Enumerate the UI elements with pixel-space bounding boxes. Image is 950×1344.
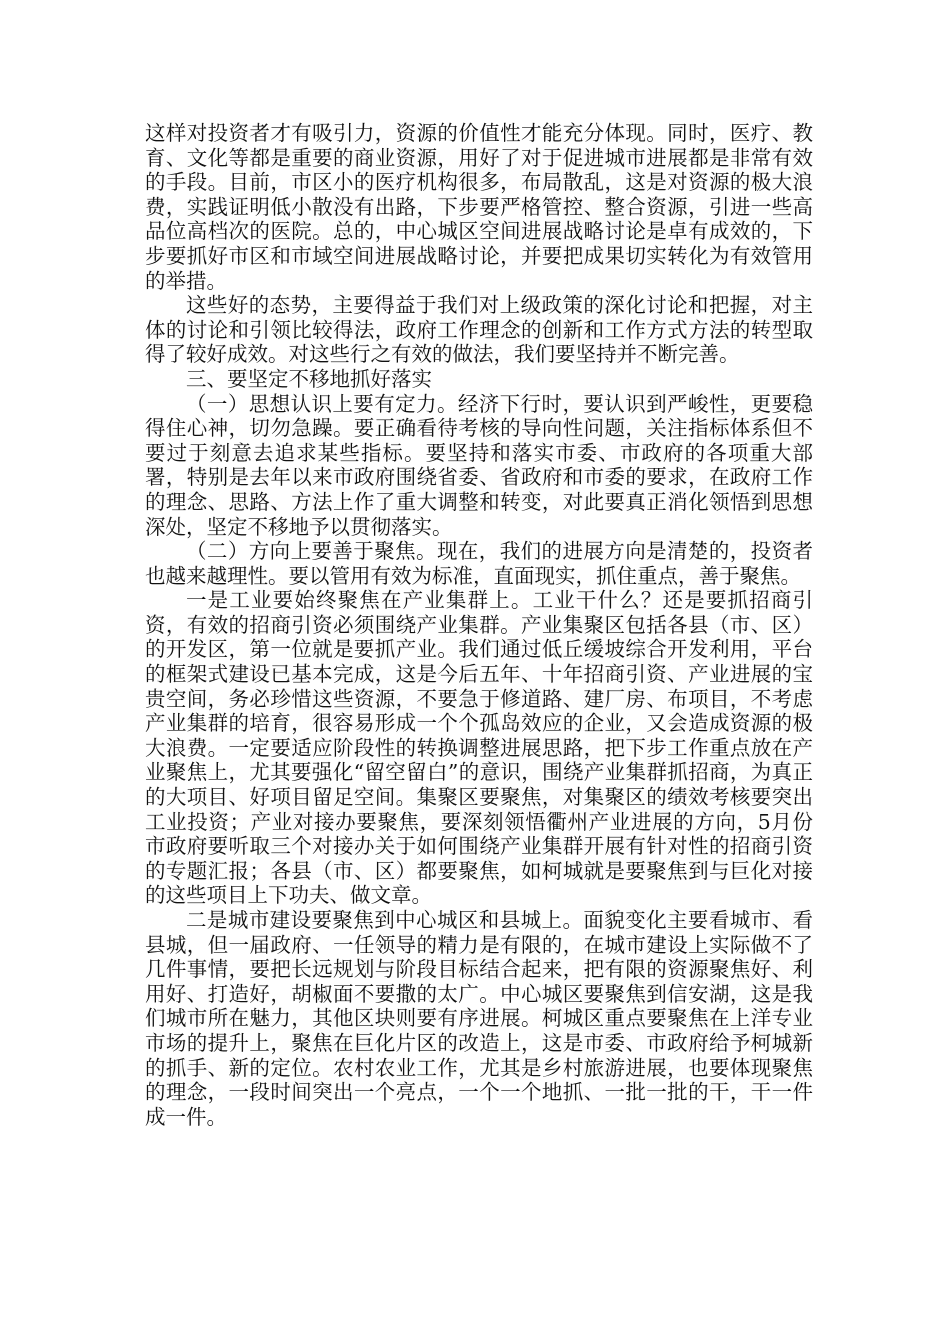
paragraph-summary: 这些好的态势，主要得益于我们对上级政策的深化讨论和把握，对主体的讨论和引领比较得法，政府工作理念的创新和工作方式方法的转型取得了较好成效。对这些行之有效的做法，我们要坚持并不断完善。 xyxy=(145,293,813,367)
paragraph-subsection-2: （二）方向上要善于聚焦。现在，我们的进展方向是清楚的，投资者也越来越理性。要以管用有效为标准，直面现实，抓住重点，善于聚焦。 xyxy=(145,539,813,588)
document-body xyxy=(145,121,813,1129)
paragraph-urban-focus: 二是城市建设要聚焦到中心城区和县城上。面貌变化主要看城市、看县城，但一届政府、一任领导的精力是有限的，在城市建设上实际做不了几件事情，要把长远规划与阶段目标结合起来，把有限的资源聚焦好、利用好、打造好，胡椒面不要撒的太广。中心城区要聚焦到信安湖，这是我们城市所在魅力，其他区块则要有序进展。柯城区重点要聚焦在上洋专业市场的提升上，聚焦在巨化片区的改造上，这是市委、市政府给予柯城新的抓手、新的定位。农村农业工作，尤其是乡村旅游进展，也要体现聚焦的理念，一段时间突出一个亮点，一个一个地抓、一批一批的干，干一件成一件。 xyxy=(145,908,813,1129)
section-heading: 三、要坚定不移地抓好落实 xyxy=(186,366,432,391)
paragraph-subsection-1: （一）思想认识上要有定力。经济下行时，要认识到严峻性，更要稳得住心神，切勿急躁。要正确看待考核的导向性问题，关注指标体系但不要过于刻意去追求某些指标。要坚持和落实市委、市政府的各项重大部署，特别是去年以来市政府围绕省委、省政府和市委的要求，在政府工作的理念、思路、方法上作了重大调整和转变，对此要真正消化领悟到思想深处，坚定不移地予以贯彻落实。 xyxy=(145,391,813,539)
paragraph-continuation: 这样对投资者才有吸引力，资源的价值性才能充分体现。同时，医疗、教育、文化等都是重要的商业资源，用好了对于促进城市进展都是非常有效的手段。目前，市区小的医疗机构很多，布局散乱，这是对资源的极大浪费，实践证明低小散没有出路，下步要严格管控、整合资源，引进一些高品位高档次的医院。总的，中心城区空间进展战略讨论是卓有成效的，下步要抓好市区和市域空间进展战略讨论，并要把成果切实转化为有效管用的举措。 xyxy=(145,121,813,293)
paragraph-industry-focus: 一是工业要始终聚焦在产业集群上。工业干什么？还是要抓招商引资，有效的招商引资必须围绕产业集群。产业集聚区包括各县（市、区）的开发区，第一位就是要抓产业。我们通过低丘缓坡综合开发利用，平台的框架式建设已基本完成，这是今后五年、十年招商引资、产业进展的宝贵空间，务必珍惜这些资源，不要急于修道路、建厂房、布项目，不考虑产业集群的培育，很容易形成一个个孤岛效应的企业，又会造成资源的极大浪费。一定要适应阶段性的转换调整进展思路，把下步工作重点放在产业聚焦上，尤其要强化“留空留白”的意识，围绕产业集群抓招商，为真正的大项目、好项目留足空间。集聚区要聚焦，对集聚区的绩效考核要突出工业投资；产业对接办要聚焦，要深刻领悟衢州产业进展的方向，5月份市政府要听取三个对接办关于如何围绕产业集群开展有针对性的招商引资的专题汇报；各县（市、区）都要聚焦，如柯城就是要聚焦到与巨化对接的这些项目上下功夫、做文章。 xyxy=(145,588,813,908)
